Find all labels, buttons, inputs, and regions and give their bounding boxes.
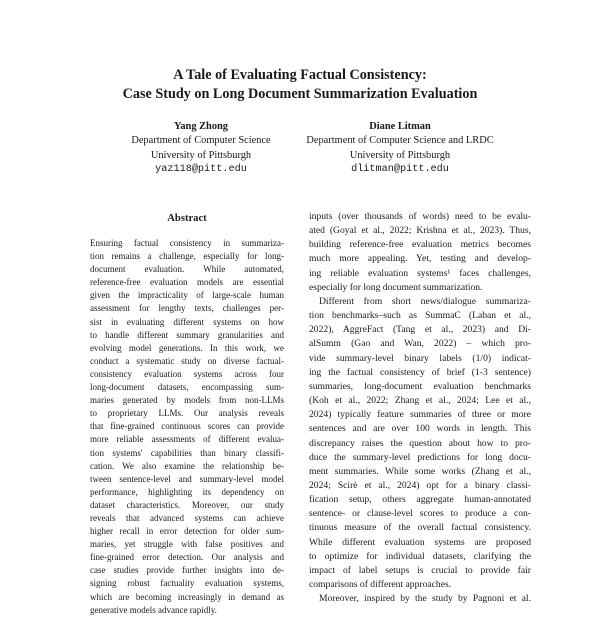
text-line: sentences and are over 100 words in length. This bbox=[309, 423, 531, 435]
text-line: fine-grained error detection. Our analysis and bbox=[90, 552, 284, 563]
text-line: maries generated by models from non-LLMs bbox=[90, 395, 284, 406]
author-university: University of Pittsburgh bbox=[150, 149, 252, 161]
text-line: ated (Goyal et al., 2022; Krishna et al., 2023). Thus, bbox=[309, 225, 531, 237]
text-line: given the impracticality of large-scale human bbox=[90, 290, 284, 301]
author-email: dlitman@pitt.edu bbox=[351, 164, 449, 176]
body-paragraph-3 bbox=[309, 592, 531, 606]
text-line: ing the factual consistency of brief (1-3 sentence) bbox=[309, 366, 531, 378]
paper-title bbox=[0, 66, 600, 104]
body-paragraph-1 bbox=[309, 210, 531, 295]
abstract-heading: Abstract bbox=[167, 213, 207, 224]
text-line: long-document datasets, encompassing sum- bbox=[90, 382, 284, 393]
text-line: especially for long document summarization. bbox=[309, 281, 483, 293]
text-line: alSumm (Gao and Wan, 2022) – which pro- bbox=[309, 338, 531, 350]
text-line: Moreover, inspired by the study by Pagnoni et al. bbox=[319, 593, 531, 605]
text-line: much more appealing. Yet, testing and develop- bbox=[309, 253, 531, 265]
text-line: vide summary-level binary labels (1/0) indicat- bbox=[309, 352, 531, 364]
text-line: building reference-free evaluation metrics becomes bbox=[309, 239, 531, 251]
text-line: cation. We also examine the relationship be- bbox=[90, 460, 284, 471]
text-line: document evaluation. While automated, bbox=[90, 264, 284, 275]
paper-title-line-1: A Tale of Evaluating Factual Consistency: bbox=[173, 67, 427, 83]
author-department: Department of Computer Science bbox=[131, 135, 271, 147]
text-line: While different evaluation systems are proposed bbox=[309, 536, 531, 548]
text-line: Different from short news/dialogue summariza- bbox=[319, 295, 531, 307]
text-line: to proprietary LLMs. Our analysis reveals bbox=[90, 408, 284, 419]
author-block-1 bbox=[118, 120, 284, 178]
text-line: that fine-grained continuous scores can provide bbox=[90, 421, 284, 432]
text-line: tinuous measure of the overall factual consistency. bbox=[309, 522, 531, 534]
text-line: tion benchmarks–such as SummaC (Laban et al., bbox=[309, 310, 531, 322]
text-line: inputs (over thousands of words) need to be evalu- bbox=[309, 211, 531, 222]
text-line: 2024; Scirè et al., 2024) opt for a binary classi- bbox=[309, 479, 531, 491]
abstract-text bbox=[90, 237, 284, 617]
text-line: case studies provide further insights into de- bbox=[90, 565, 284, 576]
text-line: consistency evaluation systems across four bbox=[90, 368, 284, 379]
text-line: to optimize for individual datasets, clarifying the bbox=[309, 550, 531, 562]
text-line: fication setup, others aggregate human-annotated bbox=[309, 494, 531, 506]
text-line: comparisons of different approaches. bbox=[309, 579, 452, 591]
text-line: reference-free evaluation models are essential bbox=[90, 277, 284, 288]
text-line: evolving model generations. In this work, we bbox=[90, 342, 284, 353]
author-block-2 bbox=[290, 120, 510, 178]
text-line: ing reliable evaluation systems¹ faces challenges, bbox=[309, 267, 531, 279]
text-line: tion remains a challenge, especially for long- bbox=[90, 251, 284, 262]
author-department: Department of Computer Science and LRDC bbox=[306, 135, 494, 147]
text-line: maries, yet struggle with false positives and bbox=[90, 539, 284, 550]
text-line: (Koh et al., 2022; Zhang et al., 2024; Lee et al., bbox=[309, 395, 531, 407]
body-paragraph-2 bbox=[309, 295, 531, 592]
author-email: yaz118@pitt.edu bbox=[155, 164, 247, 176]
text-line: sist in evaluating different systems on how bbox=[90, 316, 284, 327]
text-line: dataset characteristics. Moreover, our study bbox=[90, 499, 284, 510]
text-line: to handle different summary granularities and bbox=[90, 329, 284, 340]
text-line: which are becoming increasingly in demand as bbox=[90, 591, 284, 602]
text-line: discrepancy raises the question about how to pro- bbox=[309, 437, 531, 449]
text-line: impact of label setups is crucial to provide fair bbox=[309, 564, 531, 576]
text-line: 2024) typically feature summaries of three or more bbox=[309, 409, 531, 421]
text-line: conduct a systematic study on diverse factual- bbox=[90, 355, 284, 366]
text-line: signing robust factuality evaluation systems, bbox=[90, 578, 284, 589]
author-university: University of Pittsburgh bbox=[349, 149, 451, 161]
text-line: tion systems' capabilities than binary classifi- bbox=[90, 447, 284, 458]
text-line: summaries, long-document evaluation benchmarks bbox=[309, 380, 531, 392]
author-name: Diane Litman bbox=[369, 121, 431, 132]
text-line: tween sentence-level and summary-level model bbox=[90, 473, 284, 484]
body-column bbox=[309, 210, 531, 606]
text-line: higher recall in error detection for older sum- bbox=[90, 526, 284, 537]
text-line: duce the summary-level predictions for long docu- bbox=[309, 451, 531, 463]
text-line: performance, highlighting its dependency on bbox=[90, 486, 284, 497]
text-line: generative models advance rapidly. bbox=[90, 604, 217, 615]
author-name: Yang Zhong bbox=[174, 121, 228, 132]
text-line: assessment for lengthy texts, challenges per- bbox=[90, 303, 284, 314]
text-line: Ensuring factual consistency in summariza- bbox=[90, 238, 284, 248]
text-line: 2022), AggreFact (Tang et al., 2023) and Di- bbox=[309, 324, 531, 336]
text-line: more reliable assessments of different evalua- bbox=[90, 434, 284, 445]
text-line: ment summaries. While some works (Zhang et al., bbox=[309, 465, 531, 477]
text-line: sentence- or clause-level scores to produce a con- bbox=[309, 508, 531, 520]
paper-title-line-2: Case Study on Long Document Summarization Evaluation bbox=[122, 86, 478, 102]
text-line: reveals that advanced systems can achieve bbox=[90, 512, 284, 523]
